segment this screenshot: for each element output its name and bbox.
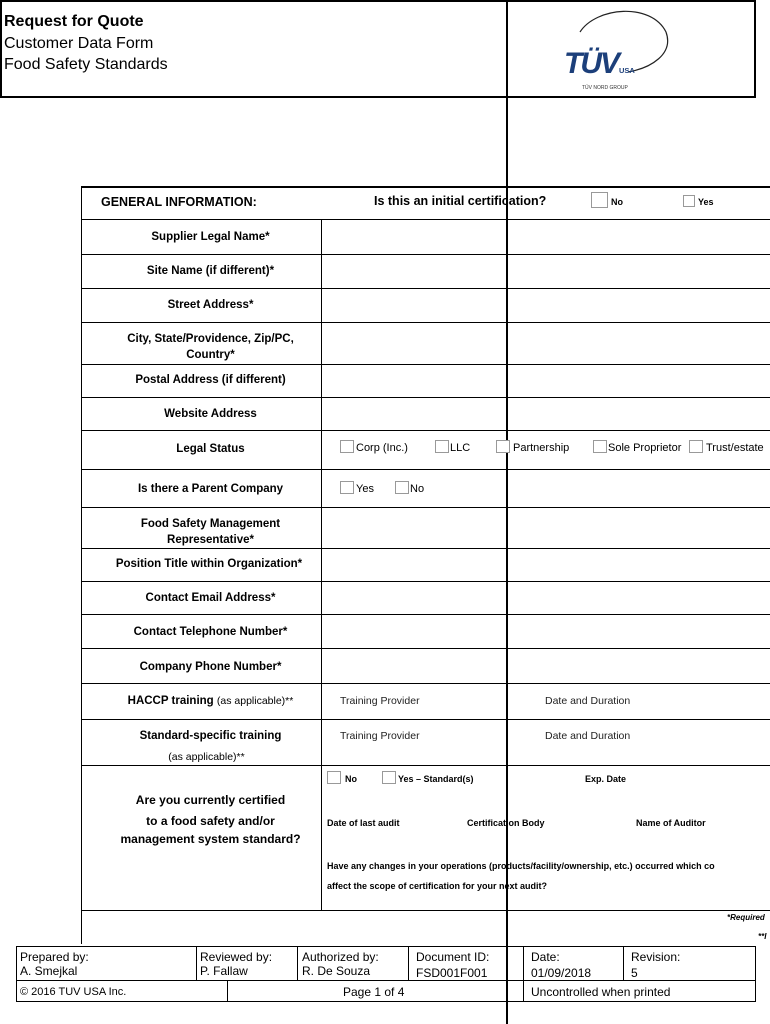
row-divider (81, 765, 770, 766)
fsm-representative-field[interactable] (322, 508, 770, 548)
logo-text: TÜV (564, 47, 618, 80)
position-title-label: Position Title within Organization* (115, 558, 303, 570)
reviewed-by-value: P. Fallaw (200, 964, 248, 978)
standard-training-provider-label: Training Provider (340, 730, 420, 742)
website-address-label: Website Address (164, 408, 257, 420)
reviewed-by-label: Reviewed by: (200, 950, 273, 964)
scope-changes-question-line1: Have any changes in your operations (products/facility/ownership, etc.) occurred which co (327, 861, 715, 871)
certified-no-checkbox[interactable] (327, 771, 341, 784)
authorized-by-value: R. De Souza (302, 964, 371, 978)
footer-border (297, 946, 298, 980)
row-divider (81, 719, 770, 720)
postal-address-label: Postal Address (if different) (135, 374, 286, 386)
legal-status-partnership-label: Partnership (513, 442, 570, 454)
haccp-training-note: (as applicable)** (216, 695, 294, 707)
required-note: *Required (727, 913, 765, 922)
supplier-legal-name-field[interactable] (322, 220, 770, 254)
copyright-text: © 2016 TUV USA Inc. (20, 986, 127, 998)
footer-border (623, 946, 624, 980)
row-divider (81, 430, 770, 431)
footer-top-border (16, 946, 756, 947)
legal-status-trust-label: Trust/estate (706, 442, 764, 454)
last-audit-label: Date of last audit (327, 818, 400, 828)
legal-status-label: Legal Status (176, 443, 245, 455)
position-title-field[interactable] (322, 549, 770, 581)
parent-company-label: Is there a Parent Company (137, 483, 284, 495)
exp-date-label: Exp. Date (585, 774, 627, 784)
page-number: Page 1 of 4 (343, 985, 405, 999)
company-phone-label: Company Phone Number* (139, 661, 282, 673)
haccp-training-text: HACCP training (127, 695, 214, 707)
logo-suffix: USA (619, 66, 635, 75)
supplier-legal-name-label: Supplier Legal Name* (151, 231, 270, 243)
form-top-border (81, 186, 770, 188)
haccp-date-duration-label: Date and Duration (545, 695, 631, 707)
footer-border (523, 946, 524, 1002)
standard-date-duration-label: Date and Duration (545, 730, 631, 742)
certified-yes-label: Yes – Standard(s) (398, 774, 474, 784)
certified-yes-checkbox[interactable] (382, 771, 396, 784)
city-state-zip-field[interactable] (322, 323, 770, 364)
haccp-training-label (100, 693, 321, 709)
initial-cert-yes-label: Yes (698, 197, 714, 207)
revision-value: 5 (631, 966, 638, 980)
parent-company-yes-label: Yes (356, 483, 374, 495)
fsm-representative-label-line2: Representative* (167, 534, 254, 546)
standard-training-label: Standard-specific training (139, 730, 282, 742)
row-divider (81, 683, 770, 684)
certified-no-label: No (345, 774, 357, 784)
initial-cert-no-checkbox[interactable] (591, 192, 608, 208)
authorized-by-label: Authorized by: (302, 950, 379, 964)
standard-training-note: (as applicable)** (168, 751, 245, 763)
currently-certified-label-line1: Are you currently certified (135, 793, 286, 807)
contact-telephone-field[interactable] (322, 615, 770, 648)
parent-company-yes-checkbox[interactable] (340, 481, 354, 494)
row-divider (81, 469, 770, 470)
contact-email-field[interactable] (322, 582, 770, 614)
uncontrolled-notice: Uncontrolled when printed (531, 985, 671, 999)
document-subtitle-2: Food Safety Standards (4, 56, 168, 73)
prepared-by-value: A. Smejkal (20, 964, 78, 978)
street-address-field[interactable] (322, 289, 770, 322)
logo-group-text: TÜV NORD GROUP (582, 85, 628, 91)
contact-telephone-label: Contact Telephone Number* (133, 626, 288, 638)
city-state-zip-label-line1: City, State/Providence, Zip/PC, (127, 333, 294, 345)
document-subtitle: Customer Data Form (4, 35, 154, 52)
legal-status-llc-checkbox[interactable] (435, 440, 449, 453)
legal-status-corp-label: Corp (Inc.) (356, 442, 408, 454)
tuv-usa-logo (556, 2, 676, 94)
date-value: 01/09/2018 (531, 966, 592, 980)
footer-border (755, 946, 756, 1002)
document-title: Request for Quote (4, 13, 144, 30)
form-left-border (81, 186, 82, 944)
date-label: Date: (531, 950, 560, 964)
company-phone-field[interactable] (322, 649, 770, 683)
revision-label: Revision: (631, 950, 681, 964)
website-address-field[interactable] (322, 398, 770, 430)
parent-company-no-label: No (410, 483, 425, 495)
general-information-heading: GENERAL INFORMATION: (101, 195, 257, 209)
postal-address-field[interactable] (322, 365, 770, 397)
document-id-value: FSD001F001 (416, 966, 488, 980)
site-name-field[interactable] (322, 255, 770, 288)
document-header (0, 0, 756, 98)
row-divider (81, 910, 770, 911)
initial-cert-no-label: No (611, 197, 623, 207)
footer-border (196, 946, 197, 980)
certification-body-label: Certification Body (467, 818, 545, 828)
footer-border (16, 946, 17, 1002)
auditor-name-label: Name of Auditor (636, 818, 706, 828)
street-address-label: Street Address* (167, 299, 254, 311)
legal-status-llc-label: LLC (450, 442, 471, 454)
footer-border (408, 946, 409, 980)
legal-status-corp-checkbox[interactable] (340, 440, 354, 453)
parent-company-no-checkbox[interactable] (395, 481, 409, 494)
legal-status-partnership-checkbox[interactable] (496, 440, 510, 453)
footer-border (227, 980, 228, 1001)
fsm-representative-label-line1: Food Safety Management (140, 518, 281, 530)
site-name-label: Site Name (if different)* (146, 265, 275, 277)
document-id-label: Document ID: (416, 950, 490, 964)
legal-status-sole-proprietor-checkbox[interactable] (593, 440, 607, 453)
initial-cert-yes-checkbox[interactable] (683, 195, 695, 207)
legal-status-trust-checkbox[interactable] (689, 440, 703, 453)
currently-certified-label-line3: management system standard? (120, 832, 301, 846)
legal-status-sole-proprietor-label: Sole Proprietor (608, 442, 682, 454)
secondary-note: **I (758, 932, 767, 941)
initial-certification-question: Is this an initial certification? (374, 194, 547, 208)
footer-bottom-border (16, 1001, 756, 1002)
prepared-by-label: Prepared by: (20, 950, 89, 964)
city-state-zip-label-line2: Country* (186, 349, 235, 361)
scope-changes-question-line2: affect the scope of certification for your next audit? (327, 881, 548, 891)
contact-email-label: Contact Email Address* (145, 592, 276, 604)
footer-mid-border (16, 980, 756, 981)
currently-certified-label-line2: to a food safety and/or (146, 814, 275, 828)
haccp-training-provider-label: Training Provider (340, 695, 420, 707)
